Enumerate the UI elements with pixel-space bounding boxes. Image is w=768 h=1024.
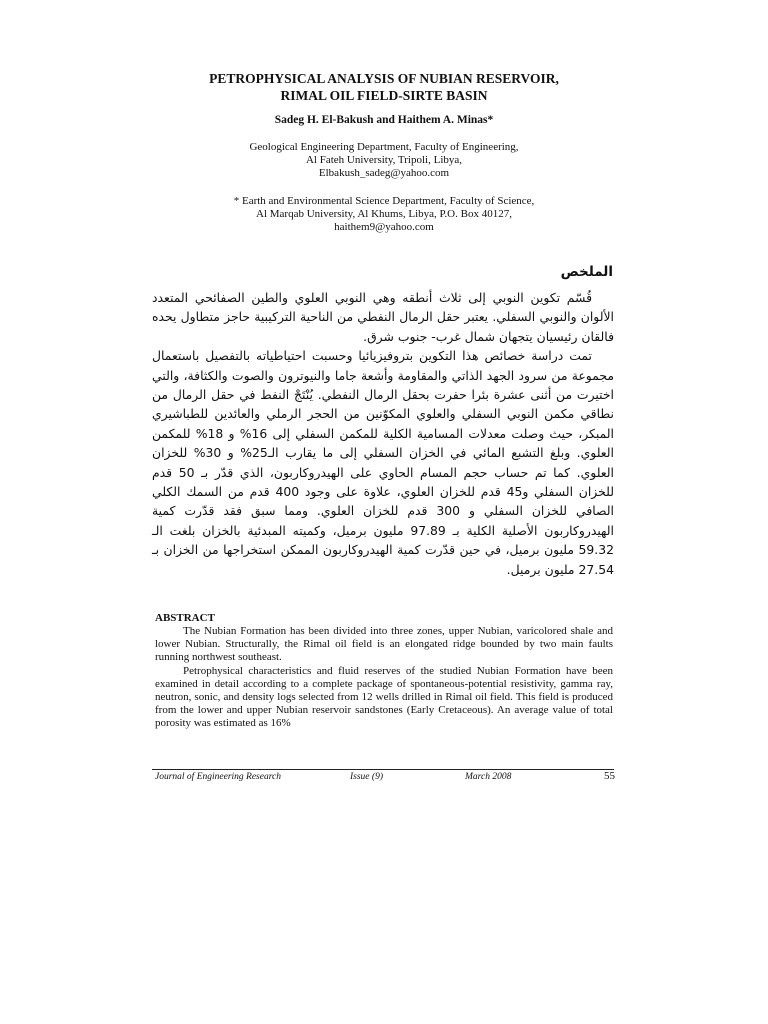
footer-page-number: 55 xyxy=(604,770,615,782)
footer-issue: Issue (9) xyxy=(350,772,383,782)
abstract-heading: ABSTRACT xyxy=(155,612,215,624)
arabic-abstract-heading: الملخص xyxy=(560,264,613,280)
paper-title-line-2: RIMAL OIL FIELD-SIRTE BASIN xyxy=(280,88,488,103)
authors: Sadeg H. El-Bakush and Haithem A. Minas* xyxy=(274,114,494,126)
affiliation-2-university: Al Marqab University, Al Khums, Libya, P.O. Box 40127, xyxy=(256,208,512,220)
affiliation-2-department: * Earth and Environmental Science Department, Faculty of Science, xyxy=(233,195,535,207)
arabic-abstract-paragraph-2: تمت دراسة خصائص هذا التكوين بتروفيزيائيا وحسبت احتياطياته بالتفصيل باستعمال مجموعة من سرود الجهد الذاتي والمقاومة وأشعة جاما والنيوترون والصوت والكثافة، والتي اختيرت من أثنى عشرة بئرا حفرت بحقل الرمال النفطي. يُنْتَجْ النفط في حقل الرمال من نطاقي مكمن النوبي السفلي والعلوي المكوّنين من الحجر الرملي والعائدين للطباشيري المبكر، حيث وصلت معدلات المسامية الكلية للمكمن السفلي إلى 16% و 18% للمكمن العلوي. وبلغ التشبع المائي في الخزان السفلي إلى ما يقارب الـ25% و 30% للخزان العلوي. كما تم حساب حجم المسام الحاوي على الهيدروكاربون، الذي قدّر بـ 50 قدم للخزان السفلي و45 قدم للخزان العلوي، علاوة على وجود 400 قدم من السمك الكلي الصافي للخزان السفلي و 300 قدم للخزان العلوي. ومما سبق فقد قدّرت كمية الهيدروكاربون الأصلية الكلية بـ 97.89 مليون برميل، وكميته المبدئية بالخزان بلغت الـ 59.32 مليون برميل، في حين قدّرت كمية الهيدروكاربون الممكن استخراجها من الخزان بـ 27.54 مليون برميل. xyxy=(152,348,614,577)
footer-divider xyxy=(152,769,614,770)
affiliation-1-department: Geological Engineering Department, Faculty of Engineering, xyxy=(249,141,519,153)
footer-date: March 2008 xyxy=(465,772,512,782)
affiliation-1-email: Elbakush_sadeg@yahoo.com xyxy=(318,167,450,179)
affiliation-2-email: haithem9@yahoo.com xyxy=(334,221,434,233)
abstract-paragraph-2: Petrophysical characteristics and fluid reserves of the studied Nubian Formation have been examined in detail according to a complete package of spontaneous-potential resistivity, gamma ray, neutron, sonic, and density logs selected from 12 wells drilled in Rimal oil field. This field is produced from the lower and upper Nubian reservoir sandstones (Early Cretaceous). An average value of total porosity was estimated as 16% xyxy=(155,664,613,730)
paper-title-line-1: PETROPHYSICAL ANALYSIS OF NUBIAN RESERVOIR, xyxy=(209,71,559,86)
affiliation-1-university: Al Fateh University, Tripoli, Libya, xyxy=(305,154,463,166)
abstract-paragraph-1: The Nubian Formation has been divided into three zones, upper Nubian, varicolored shale and lower Nubian. Structurally, the Rimal oil field is an elongated ridge bounded by two main faults running northwest southeast. xyxy=(155,625,613,664)
arabic-abstract-paragraph-1: قُسّم تكوين النوبي إلى ثلاث أنطقه وهي النوبي العلوي والطين الصفائحي المتعدد الألوان والنوبي السفلي. يعتبر حقل الرمال النفطي من الناحية التركيبية حاجز متطاول يحده فالقان رئيسيان يتجهان شمال غرب- جنوب شرق. xyxy=(152,290,614,344)
english-abstract xyxy=(155,612,613,731)
affiliation-1 xyxy=(150,141,618,180)
footer-journal-name: Journal of Engineering Research xyxy=(155,772,282,782)
arabic-abstract-body xyxy=(152,288,614,579)
affiliation-2 xyxy=(150,195,618,234)
